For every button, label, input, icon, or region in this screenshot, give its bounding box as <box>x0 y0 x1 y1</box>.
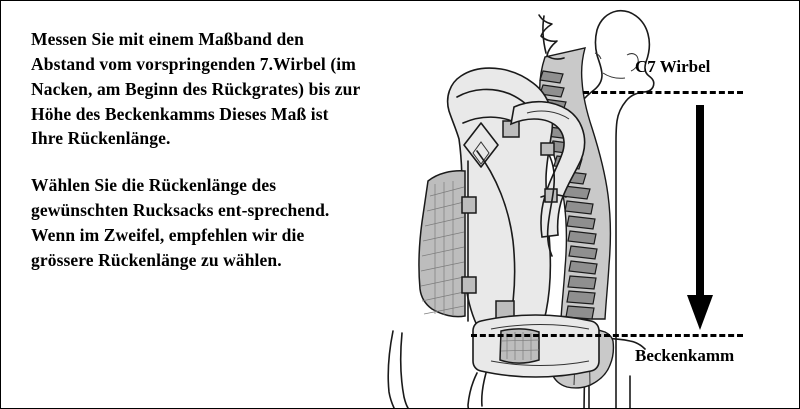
instructions-block <box>31 27 361 273</box>
loose-strap-icon <box>388 331 486 409</box>
instruction-paragraph-1: Messen Sie mit einem Maßband den Abstand vom vorspringenden 7.Wirbel (im Nacken, am Beginn des Rückgrates) bis zur Höhe des Beckenkamms Dieses Maß ist Ihre Rückenlänge. <box>31 29 360 149</box>
dashed-guide-line-bottom <box>471 334 743 337</box>
label-pelvic-crest: Beckenkamm <box>635 346 735 365</box>
hip-belt-icon <box>473 315 599 377</box>
label-c7-vertebra: C7 Wirbel <box>635 57 711 76</box>
dashed-guide-line-top <box>583 91 743 94</box>
instruction-paragraph-2: Wählen Sie die Rückenlänge des gewünschten Rucksacks ent-sprechend. Wenn im Zweifel, empfehlen wir die grössere Rückenlänge zu wählen. <box>31 175 330 270</box>
down-arrow-icon <box>687 105 713 330</box>
